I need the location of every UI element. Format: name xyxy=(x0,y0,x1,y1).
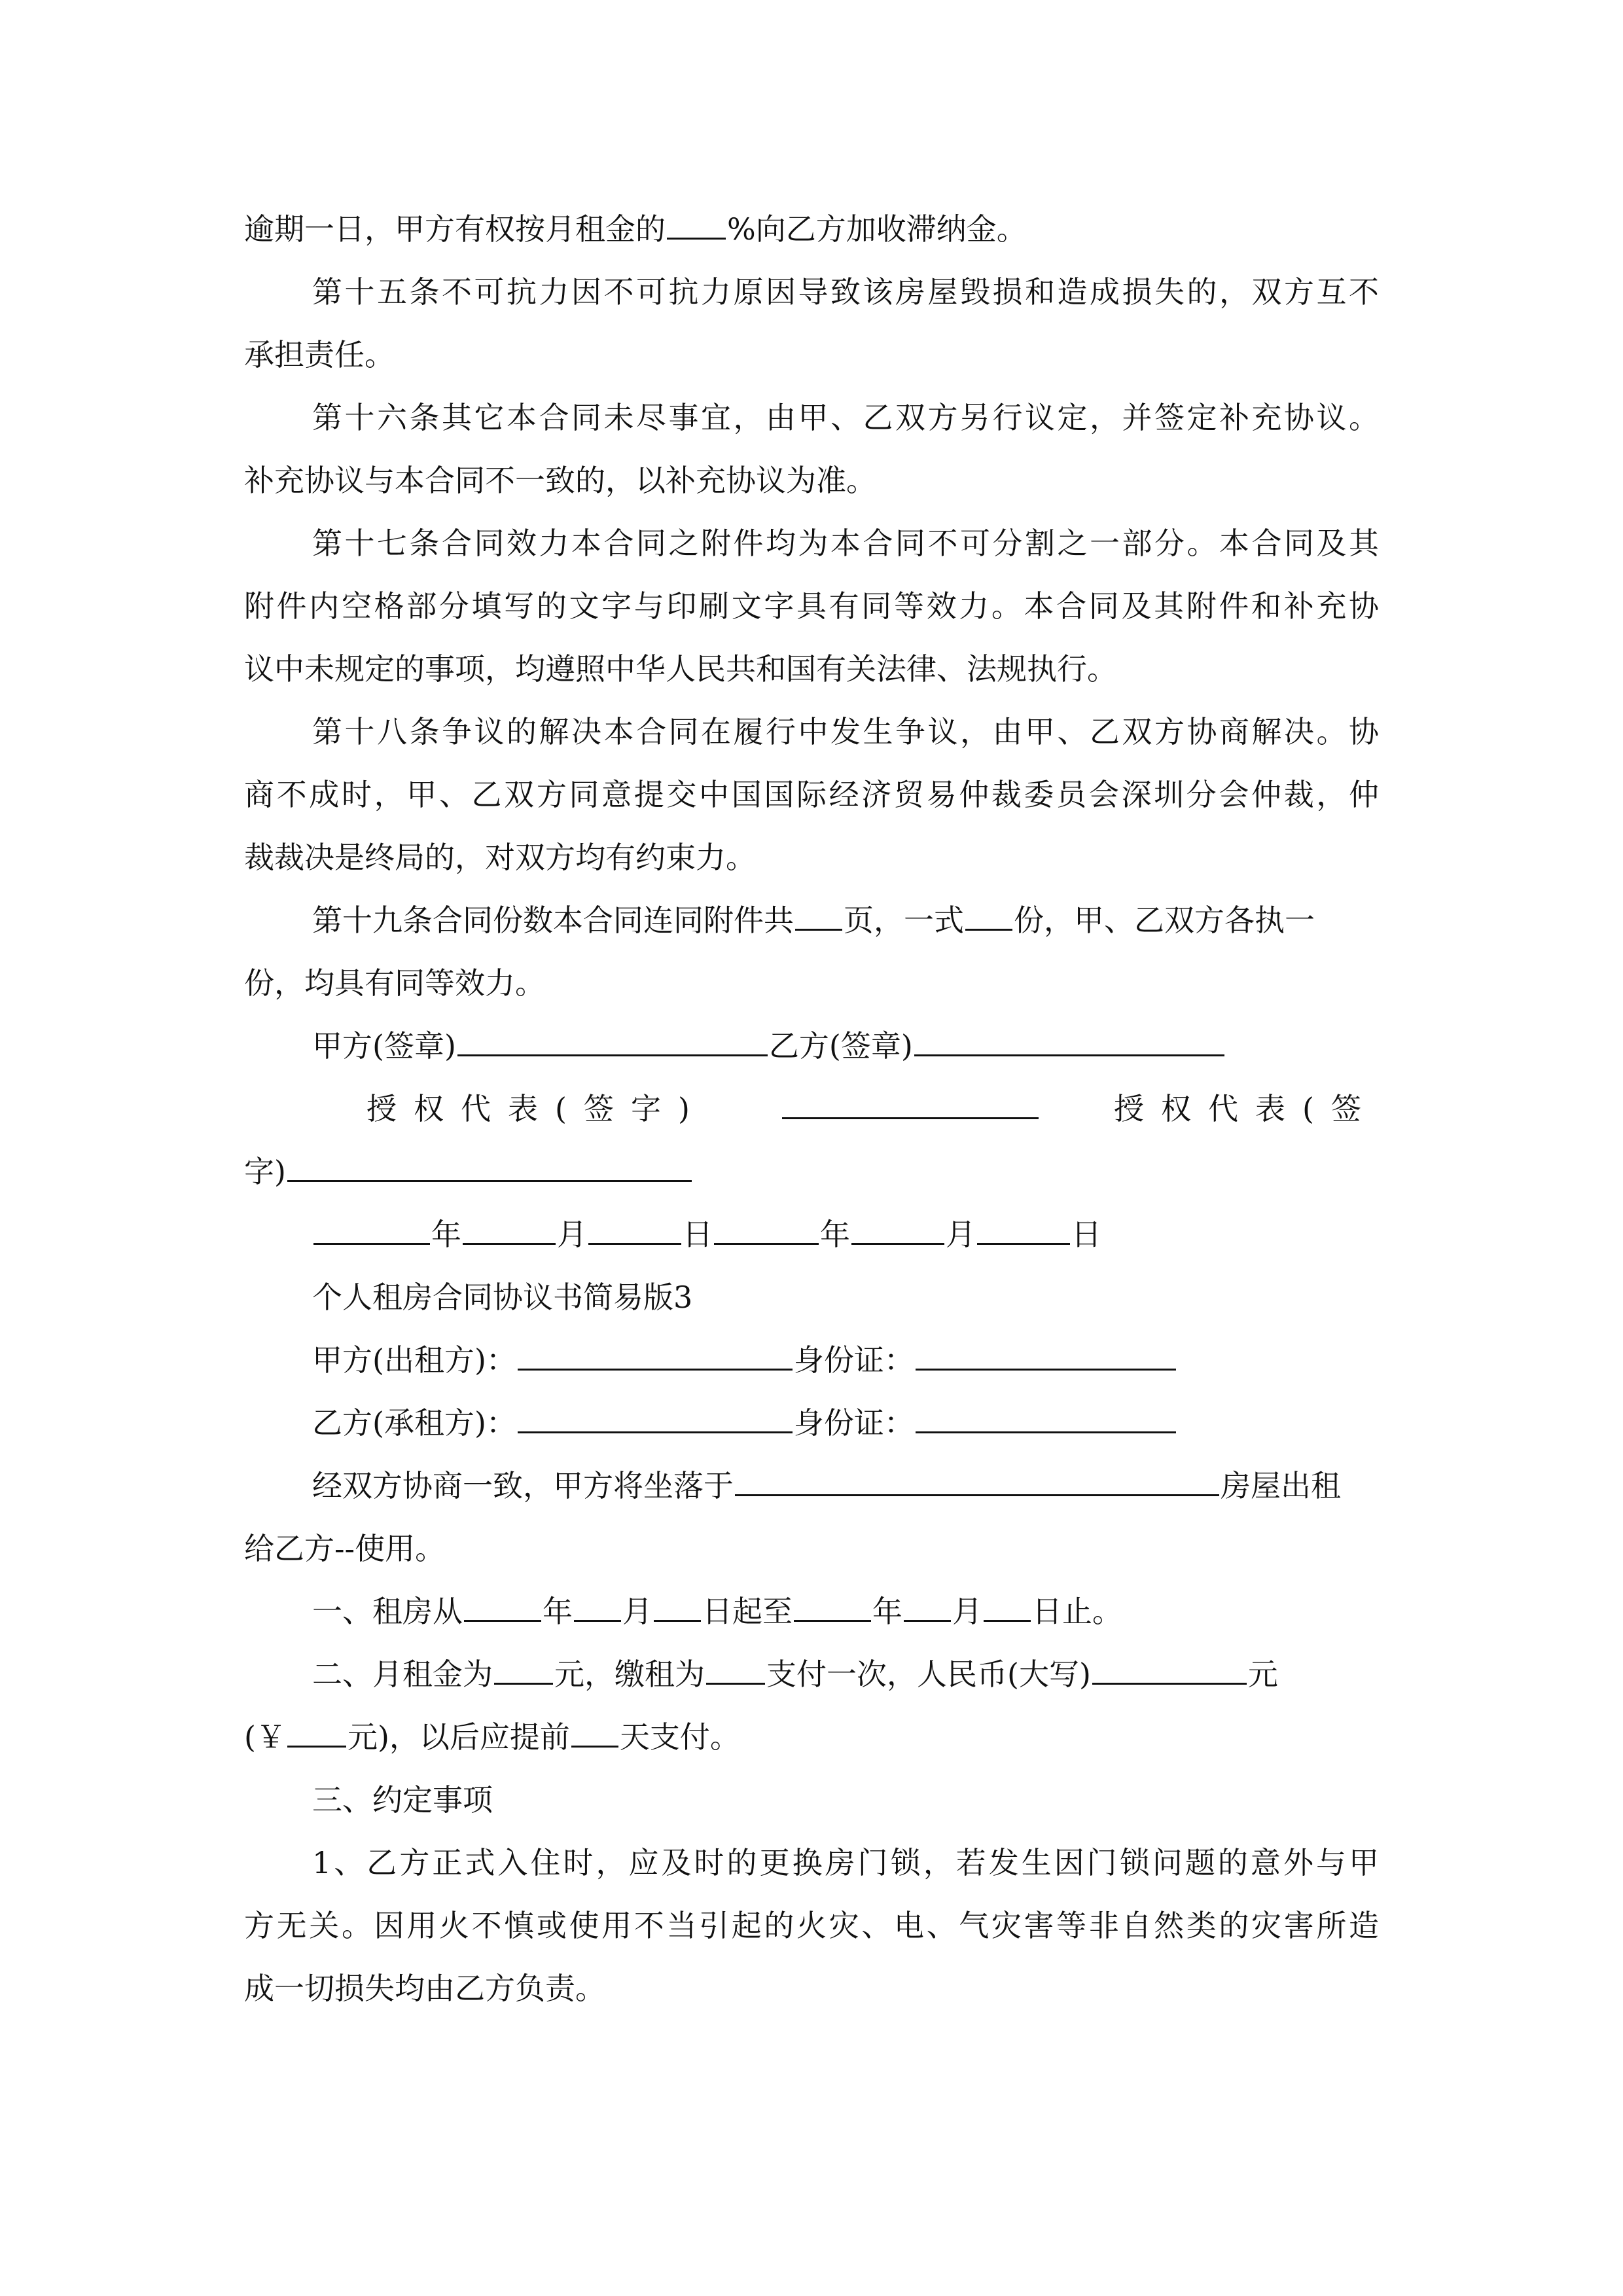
lessor-id-blank[interactable] xyxy=(916,1340,1176,1371)
rmb-uppercase-label: 支付一次，人民币(大写) xyxy=(766,1657,1091,1692)
year-a-blank[interactable] xyxy=(313,1214,430,1245)
party-b-seal-blank[interactable] xyxy=(914,1026,1224,1056)
day-b-blank[interactable] xyxy=(977,1214,1070,1245)
lessor-id-label: 身份证： xyxy=(793,1342,914,1378)
matter-1-line-2: 方无关。因用火不慎或使用不当引起的火灾、电、气灾害等非自然类的灾害所造 xyxy=(244,1908,1379,1943)
lessee-info-line xyxy=(312,1402,1379,1444)
clause-19-line-2: 份，均具有同等效力。 xyxy=(244,965,545,1001)
clause-14-late-fee xyxy=(244,208,1379,250)
clause-17-line-3: 议中未规定的事项，均遵照中华人民共和国有关法律、法规执行。 xyxy=(244,651,1117,687)
clause-19-text-b: 页，一式 xyxy=(844,903,964,938)
clause-19-line-1 xyxy=(312,899,1379,941)
matter-1-line-3: 成一切损失均由乙方负责。 xyxy=(244,1971,605,2006)
yen-open-label: (￥ xyxy=(244,1719,286,1755)
late-fee-percent-blank[interactable] xyxy=(667,209,726,240)
start-year-blank[interactable] xyxy=(464,1591,541,1622)
rent-amount-blank[interactable] xyxy=(494,1654,553,1685)
party-a-rep-blank[interactable] xyxy=(782,1088,1039,1119)
end-year-blank[interactable] xyxy=(794,1591,871,1622)
clause-17-line-2: 附件内空格部分填写的文字与印刷文字具有同等效力。本合同及其附件和补充协 xyxy=(244,588,1379,624)
agreed-matters-heading: 三、约定事项 xyxy=(312,1782,493,1818)
end-day-blank[interactable] xyxy=(984,1591,1031,1622)
clause-16-line-2: 补充协议与本合同不一致的，以补充协议为准。 xyxy=(244,463,876,498)
period-start-label: 一、租房从 xyxy=(312,1594,463,1629)
property-location-line-2: 给乙方--使用。 xyxy=(244,1531,446,1566)
lessor-info-line xyxy=(312,1339,1379,1381)
clause-17-line-1: 第十七条合同效力本合同之附件均为本合同不可分割之一部分。本合同及其 xyxy=(312,526,1379,561)
start-day-blank[interactable] xyxy=(654,1591,701,1622)
copy-count-blank[interactable] xyxy=(965,900,1012,931)
property-location-line xyxy=(312,1465,1379,1507)
month-a-blank[interactable] xyxy=(463,1214,556,1245)
clause-14-text-a: 逾期一日，甲方有权按月租金的 xyxy=(244,211,666,247)
party-a-seal-label: 甲方(签章) xyxy=(312,1028,456,1064)
rent-label: 二、月租金为 xyxy=(312,1657,493,1692)
clause-18-line-1: 第十八条争议的解决本合同在履行中发生争议，由甲、乙双方协商解决。协 xyxy=(312,714,1379,749)
period-end-label: 日起至 xyxy=(702,1594,793,1629)
party-a-rep-label: 授权代表(签字) xyxy=(366,1091,707,1126)
party-b-rep-blank[interactable] xyxy=(287,1151,692,1182)
party-a-seal-blank[interactable] xyxy=(457,1026,768,1056)
day-a-label: 日 xyxy=(683,1217,713,1252)
page-count-blank[interactable] xyxy=(795,900,842,931)
party-b-seal-label: 乙方(签章) xyxy=(768,1028,913,1064)
representative-sign-line xyxy=(366,1088,1378,1130)
rmb-amount-blank[interactable] xyxy=(287,1717,346,1748)
start-month-blank[interactable] xyxy=(574,1591,621,1622)
month-b-label: 月 xyxy=(946,1217,976,1252)
rental-period-line xyxy=(312,1590,1379,1632)
period-end-text: 日止。 xyxy=(1032,1594,1122,1629)
month-b-blank[interactable] xyxy=(851,1214,944,1245)
clause-15-line-1: 第十五条不可抗力因不可抗力原因导致该房屋毁损和造成损失的，双方互不 xyxy=(312,274,1379,310)
month-a-label: 月 xyxy=(557,1217,587,1252)
property-text-a: 经双方协商一致，甲方将坐落于 xyxy=(312,1468,734,1503)
end-year-label: 年 xyxy=(872,1594,902,1629)
start-month-label: 月 xyxy=(622,1594,652,1629)
lessee-id-label: 身份证： xyxy=(793,1405,914,1441)
lessee-id-blank[interactable] xyxy=(916,1403,1176,1433)
payment-cycle-label: 元，缴租为 xyxy=(554,1657,705,1692)
property-text-b: 房屋出租 xyxy=(1221,1468,1341,1503)
year-b-label: 年 xyxy=(820,1217,850,1252)
lessee-label: 乙方(承租方)： xyxy=(312,1405,516,1441)
start-year-label: 年 xyxy=(543,1594,573,1629)
end-month-blank[interactable] xyxy=(904,1591,951,1622)
rent-amount-line xyxy=(312,1653,1379,1695)
clause-19-text-a: 第十九条合同份数本合同连同附件共 xyxy=(312,903,794,938)
matter-1-line-1: 1、乙方正式入住时，应及时的更换房门锁，若发生因门锁问题的意外与甲 xyxy=(312,1845,1379,1880)
advance-payment-label: 元)，以后应提前 xyxy=(347,1719,570,1755)
party-b-rep-label: 授权代表(签 xyxy=(1114,1091,1378,1126)
advance-days-blank[interactable] xyxy=(571,1717,618,1748)
clause-14-text-b: %向乙方加收滞纳金。 xyxy=(727,211,1027,247)
yuan-label: 元 xyxy=(1247,1657,1278,1692)
day-b-label: 日 xyxy=(1071,1217,1101,1252)
lessee-name-blank[interactable] xyxy=(518,1403,793,1433)
clause-18-line-2: 商不成时，甲、乙双方同意提交中国国际经济贸易仲裁委员会深圳分会仲裁，仲 xyxy=(244,777,1379,812)
clause-18-line-3: 裁裁决是终局的，对双方均有约束力。 xyxy=(244,840,756,875)
year-b-blank[interactable] xyxy=(714,1214,819,1245)
property-address-blank[interactable] xyxy=(735,1465,1219,1496)
rmb-uppercase-blank[interactable] xyxy=(1092,1654,1247,1685)
payment-cycle-blank[interactable] xyxy=(706,1654,765,1685)
signing-date-line xyxy=(312,1213,1379,1255)
clause-15-line-2: 承担责任。 xyxy=(244,337,395,372)
days-payment-label: 天支付。 xyxy=(619,1719,740,1755)
representative-sign-line-2 xyxy=(244,1151,1379,1193)
lessor-label: 甲方(出租方)： xyxy=(312,1342,516,1378)
rent-amount-line-2 xyxy=(244,1716,1379,1758)
day-a-blank[interactable] xyxy=(588,1214,681,1245)
lessor-name-blank[interactable] xyxy=(518,1340,793,1371)
clause-16-line-1: 第十六条其它本合同未尽事宜，由甲、乙双方另行议定，并签定补充协议。 xyxy=(312,400,1379,435)
clause-19-text-c: 份，甲、乙双方各执一 xyxy=(1014,903,1315,938)
signature-seal-line xyxy=(312,1025,1379,1067)
section-title: 个人租房合同协议书简易版3 xyxy=(312,1280,693,1315)
party-b-rep-label-end: 字) xyxy=(244,1154,286,1189)
year-a-label: 年 xyxy=(431,1217,461,1252)
end-month-label: 月 xyxy=(952,1594,982,1629)
